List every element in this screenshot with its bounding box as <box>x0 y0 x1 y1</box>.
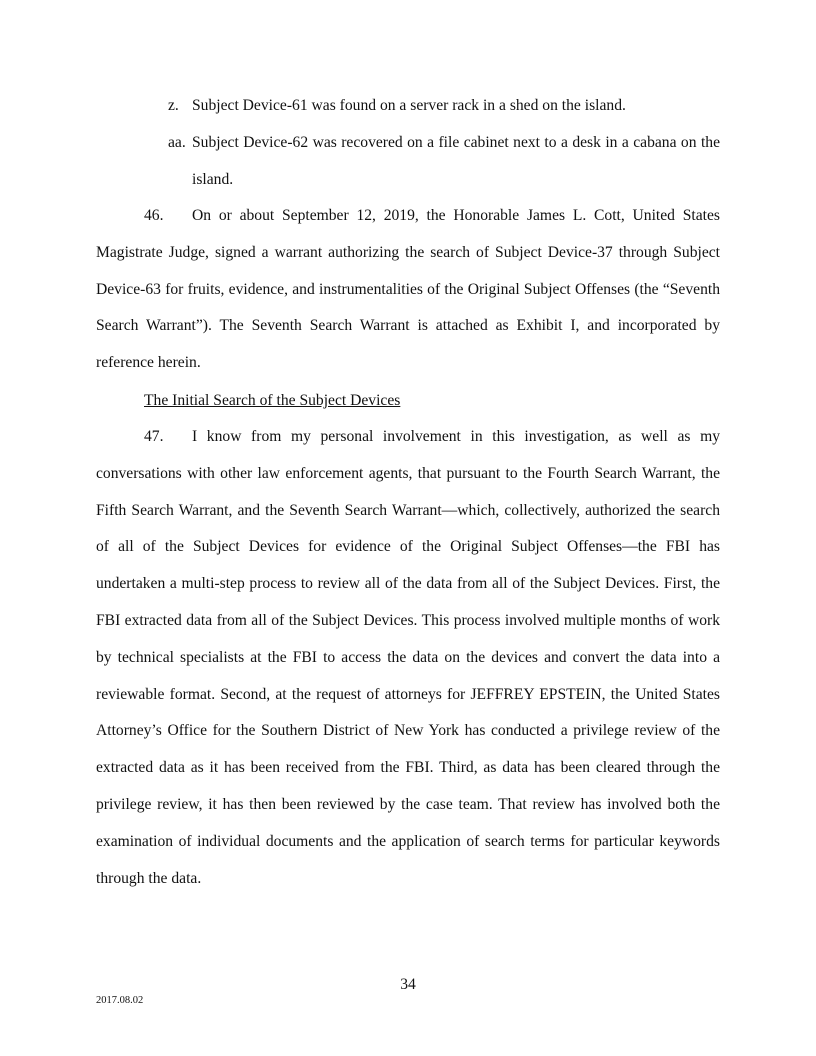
list-item-text: Subject Device-61 was found on a server rack in a shed on the island. <box>192 97 626 114</box>
list-item-z <box>168 87 720 124</box>
paragraph-number: 46. <box>144 207 164 224</box>
section-heading: The Initial Search of the Subject Devices <box>144 392 401 409</box>
page-number: 34 <box>400 976 416 993</box>
paragraph-text: On or about September 12, 2019, the Honorable James L. Cott, United States Magistrate Judge, signed a warrant authorizing the search of Subject Device-37 through Subject Device-63 for fruits, evidence, and instrumentalities of the Original Subject Offenses (the “Seventh Search Warrant”). The Seventh Search Warrant is attached as Exhibit I, and incorporated by reference herein. <box>96 207 720 372</box>
document-page <box>96 0 720 1056</box>
paragraph-47 <box>96 419 720 897</box>
list-item-text: Subject Device-62 was recovered on a file cabinet next to a desk in a cabana on the island. <box>192 134 720 188</box>
paragraph-46 <box>96 198 720 382</box>
list-marker: aa. <box>168 134 186 151</box>
paragraph-number: 47. <box>144 428 164 445</box>
list-marker: z. <box>168 97 179 114</box>
paragraph-text: I know from my personal involvement in this investigation, as well as my conversations with other law enforcement agents, that pursuant to the Fourth Search Warrant, the Fifth Search Warrant, and the Seventh Search Warrant—which, collectively, authorized the search of all of the Subject Devices for evidence of the Original Subject Offenses—the FBI has undertaken a multi-step process to review all of the data from all of the Subject Devices. First, the FBI extracted data from all of the Subject Devices. This process involved multiple months of work by technical specialists at the FBI to access the data on the devices and convert the data into a reviewable format. Second, at the request of attorneys for JEFFREY EPSTEIN, the United States Attorney’s Office for the Southern District of New York has conducted a privilege review of the extracted data as it has been received from the FBI. Third, as data has been cleared through the privilege review, it has then been reviewed by the case team. That review has involved both the examination of individual documents and the application of search terms for particular keywords through the data. <box>96 428 720 887</box>
list-item-aa <box>168 124 720 198</box>
footer-date: 2017.08.02 <box>96 995 144 1006</box>
